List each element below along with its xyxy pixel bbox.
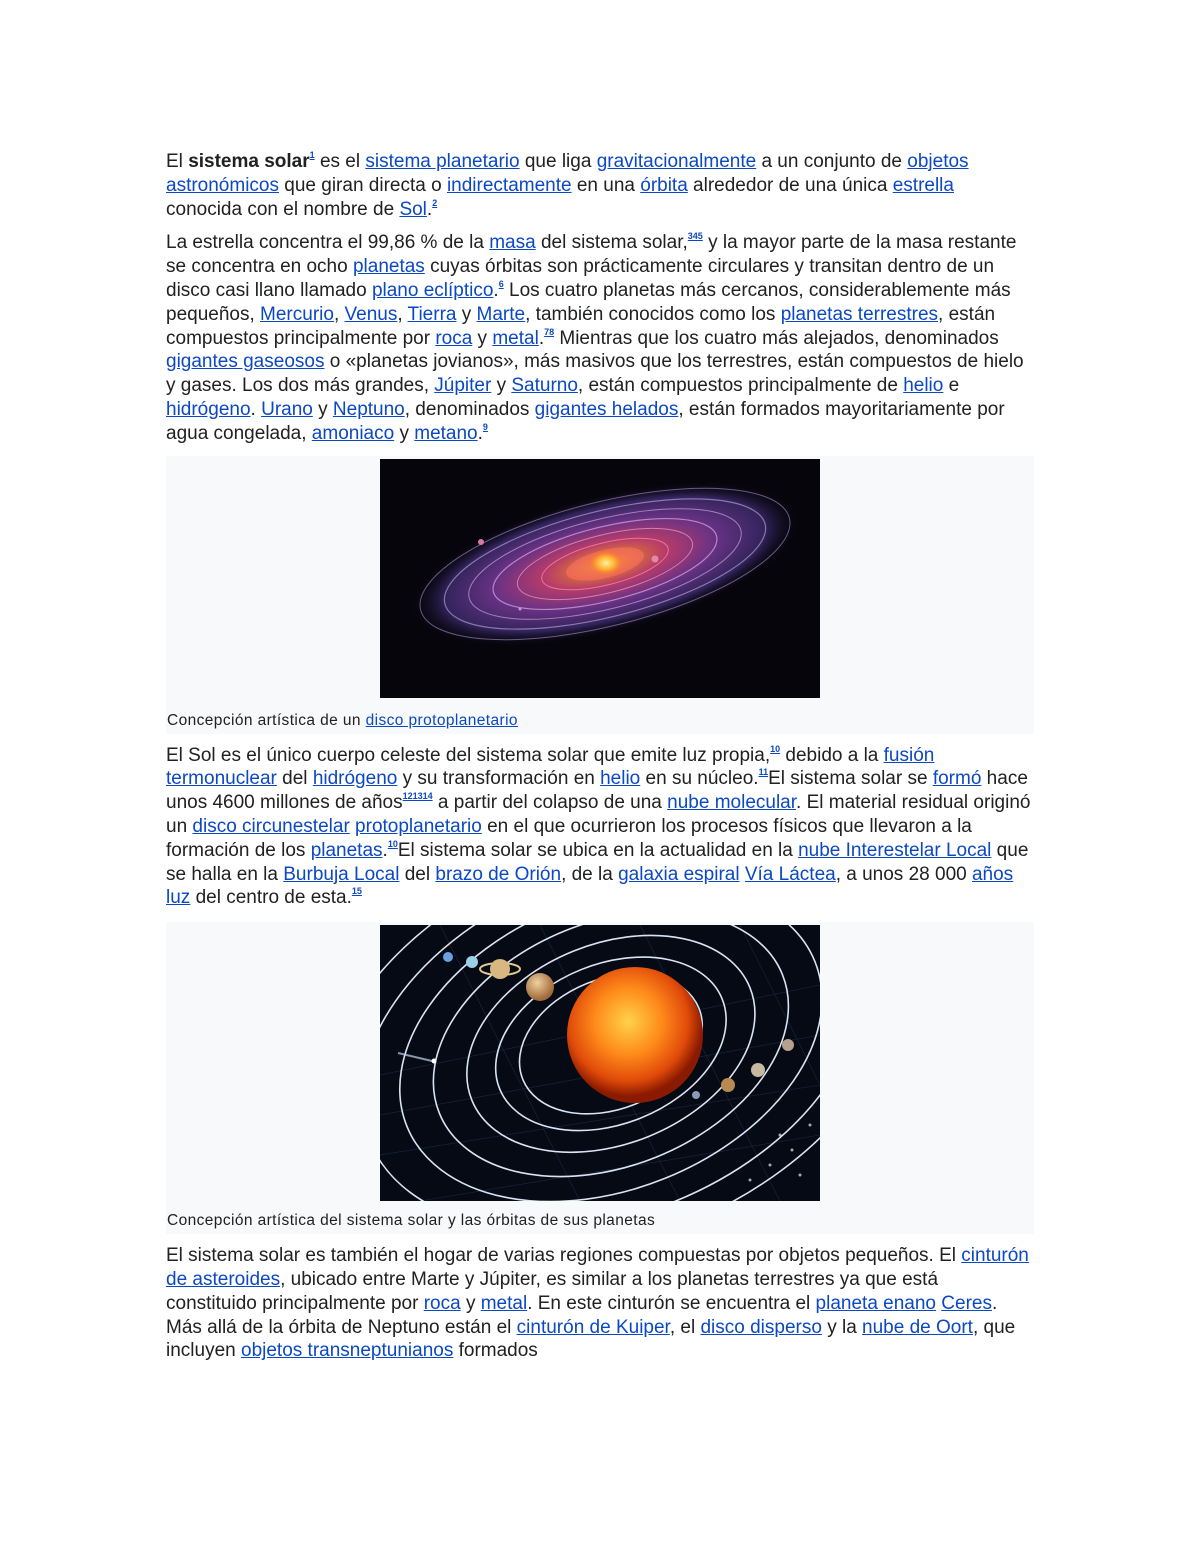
text: es el xyxy=(314,151,366,172)
link-cinturon-de-asteroides[interactable]: cinturón de asteroides xyxy=(166,1245,1029,1290)
reference-sup[interactable] xyxy=(483,422,488,432)
reference-sup[interactable] xyxy=(759,767,769,777)
link-masa[interactable]: masa xyxy=(489,232,536,254)
paragraph-intro xyxy=(166,150,1034,221)
link-metal[interactable]: metal xyxy=(492,327,539,349)
text: , están compuestos principalmente de xyxy=(577,375,904,397)
link-tierra[interactable]: Tierra xyxy=(407,303,457,325)
link-metal[interactable]: metal xyxy=(480,1292,528,1314)
text: en una xyxy=(571,174,641,196)
text: o «planetas jovianos», más masivos que los terrestres, están compuestos de hielo y gases. Los dos más grandes, xyxy=(166,351,1024,397)
text: . xyxy=(250,398,262,420)
link-planeta-enano[interactable]: planeta enano xyxy=(815,1292,936,1314)
text: y su transformación en xyxy=(397,768,601,790)
link-sistema-planetario[interactable]: sistema planetario xyxy=(365,151,520,172)
text: y xyxy=(312,398,333,420)
link-venus[interactable]: Venus xyxy=(344,303,398,325)
reference-sup[interactable] xyxy=(352,886,362,896)
text: y la mayor parte de la masa restante se concentra en ocho xyxy=(166,232,1017,278)
disc-illustration xyxy=(380,459,820,698)
ref-link[interactable]: 10 xyxy=(387,838,398,849)
text: . xyxy=(493,279,499,301)
solar-system-illustration xyxy=(380,925,820,1201)
text: . xyxy=(538,327,545,349)
text: debido a la xyxy=(780,744,884,766)
text: , de la xyxy=(561,863,619,885)
text: Mientras que los cuatro más alejados, denominados xyxy=(554,327,999,349)
text: que giran directa o xyxy=(279,174,447,196)
text: alrededor de una única xyxy=(687,174,893,196)
reference-sup[interactable] xyxy=(770,744,780,754)
link-brazo-de-orion[interactable]: brazo de Orión xyxy=(435,863,562,885)
solar-system-image[interactable] xyxy=(380,925,820,1201)
link-helio[interactable]: helio xyxy=(903,375,944,397)
text: e xyxy=(943,375,960,397)
link-jupiter[interactable]: Júpiter xyxy=(434,375,492,397)
text: . xyxy=(477,422,483,444)
text: , también conocidos como los xyxy=(525,303,781,325)
link-nube-interestelar-local[interactable]: nube Interestelar Local xyxy=(798,839,992,861)
text: , xyxy=(397,303,408,325)
text: del sistema solar, xyxy=(535,232,688,254)
link-orbita[interactable]: órbita xyxy=(640,174,688,196)
link-burbuja-local[interactable]: Burbuja Local xyxy=(283,863,400,885)
text: cuyas órbitas son prácticamente circulares y transitan dentro de un disco casi llano llamado xyxy=(166,256,995,301)
figure-caption xyxy=(167,712,518,730)
link-hidrogeno[interactable]: hidrógeno xyxy=(166,398,251,420)
link-hidrogeno[interactable]: hidrógeno xyxy=(312,768,398,790)
link-amoniaco[interactable]: amoniaco xyxy=(311,422,395,444)
text: y xyxy=(491,375,512,397)
text: , ubicado entre Marte y Júpiter, es similar a los planetas terrestres ya que está constituido principalmente por xyxy=(166,1268,939,1314)
text: en su núcleo. xyxy=(640,768,759,790)
link-via-lactea[interactable]: Vía Láctea xyxy=(744,863,836,885)
link-planetas-terrestres[interactable]: planetas terrestres xyxy=(780,303,939,325)
text: del centro de esta. xyxy=(190,887,352,909)
link-helio[interactable]: helio xyxy=(600,768,641,790)
text: , xyxy=(333,303,345,325)
text: El xyxy=(166,151,189,172)
link-gigantes-gaseosos[interactable]: gigantes gaseosos xyxy=(166,351,325,373)
text: del xyxy=(276,768,313,790)
ref-link[interactable]: 6 xyxy=(498,278,504,289)
link-gravitacionalmente[interactable]: gravitacionalmente xyxy=(596,151,757,172)
link-disco-protoplanetario[interactable]: disco protoplanetario xyxy=(365,711,518,729)
text: hace unos 4600 millones de años xyxy=(166,768,1028,814)
link-mercurio[interactable]: Mercurio xyxy=(260,303,334,325)
ref-link[interactable]: 11 xyxy=(758,767,769,778)
reference-sup[interactable] xyxy=(688,231,703,241)
link-indirectamente[interactable]: indirectamente xyxy=(446,174,572,196)
link-disco-disperso[interactable]: disco disperso xyxy=(700,1316,822,1338)
caption-text: Concepción artística de un xyxy=(167,711,366,729)
text: a partir del colapso de una xyxy=(432,792,668,814)
paragraph-sun xyxy=(166,744,1034,911)
link-disco-circunestelar[interactable]: disco circunestelar xyxy=(192,815,350,837)
link-protoplanetario[interactable]: protoplanetario xyxy=(355,815,482,837)
text: La estrella concentra el 99,86 % de la xyxy=(166,232,490,254)
text: y la xyxy=(821,1316,863,1338)
figure-caption: Concepción artística del sistema solar y las órbitas de sus planetas xyxy=(167,1212,656,1230)
link-formo[interactable]: formó xyxy=(932,768,982,790)
text: y xyxy=(460,1292,481,1314)
text: que liga xyxy=(519,151,597,172)
link-planetas[interactable]: planetas xyxy=(310,839,383,861)
link-anos-luz[interactable]: años luz xyxy=(166,863,1014,909)
text: . El material residual originó un xyxy=(166,792,1031,837)
figure-solar-system xyxy=(166,922,1034,1234)
link-metano[interactable]: metano xyxy=(414,422,478,444)
link-marte[interactable]: Marte xyxy=(476,303,526,325)
text: , denominados xyxy=(404,398,535,420)
text: , a unos 28 000 xyxy=(835,863,972,885)
link-sol[interactable]: Sol xyxy=(399,198,427,220)
text: . En este cinturón se encuentra el xyxy=(527,1292,816,1314)
text: El sistema solar se xyxy=(768,768,933,790)
text: . xyxy=(426,198,433,220)
ref-link[interactable]: 1 xyxy=(309,150,315,160)
text: que se halla en la xyxy=(166,839,1029,885)
text: . Más allá de la órbita de Neptuno están el xyxy=(166,1292,998,1338)
link-plano-ecliptico[interactable]: plano eclíptico xyxy=(371,279,494,301)
text: El sistema solar se ubica en la actualidad en la xyxy=(397,839,799,861)
link-nube-de-oort[interactable]: nube de Oort xyxy=(862,1316,973,1338)
text: , que incluyen xyxy=(166,1316,1016,1362)
bold-term: sistema solar xyxy=(188,151,310,172)
link-gigantes-helados[interactable]: gigantes helados xyxy=(534,398,679,420)
link-neptuno[interactable]: Neptuno xyxy=(332,398,405,420)
ref-link[interactable]: 78 xyxy=(544,326,555,337)
reference-sup[interactable] xyxy=(388,839,398,849)
text: en el que ocurrieron los procesos físicos que llevaron a la formación de los xyxy=(166,815,972,861)
link-cinturon-de-kuiper[interactable]: cinturón de Kuiper xyxy=(516,1316,670,1338)
ref-link[interactable]: 9 xyxy=(482,421,488,432)
reference-sup[interactable] xyxy=(544,327,554,337)
text: El Sol es el único cuerpo celeste del sistema solar que emite luz propia, xyxy=(166,744,771,766)
link-objetos-astronomicos[interactable]: objetos astronómicos xyxy=(166,151,969,196)
link-urano[interactable]: Urano xyxy=(261,398,313,420)
text: formados xyxy=(453,1340,538,1362)
text: , el xyxy=(669,1316,701,1338)
ref-link[interactable]: 121314 xyxy=(402,791,433,802)
link-nube-molecular[interactable]: nube molecular xyxy=(667,792,797,814)
link-estrella[interactable]: estrella xyxy=(892,174,954,196)
paragraph-small-bodies xyxy=(166,1244,1034,1363)
link-saturno[interactable]: Saturno xyxy=(511,375,578,397)
link-galaxia-espiral[interactable]: galaxia espiral xyxy=(618,863,740,885)
text: . xyxy=(382,839,388,861)
text: conocida con el nombre de xyxy=(166,198,400,220)
text: del xyxy=(399,863,436,885)
link-ceres[interactable]: Ceres xyxy=(941,1292,992,1314)
link-roca[interactable]: roca xyxy=(423,1292,461,1314)
text: y xyxy=(394,422,415,444)
text: a un conjunto de xyxy=(756,151,908,172)
ref-link[interactable]: 345 xyxy=(687,231,703,242)
link-roca[interactable]: roca xyxy=(435,327,473,349)
text: Los cuatro planetas más cercanos, considerablemente más pequeños, xyxy=(166,279,1011,325)
text: y xyxy=(456,303,477,325)
text: y xyxy=(472,327,493,349)
link-objetos-transneptunianos[interactable]: objetos transneptunianos xyxy=(241,1340,454,1362)
ref-link[interactable]: 15 xyxy=(351,886,362,897)
ref-link[interactable]: 2 xyxy=(432,197,438,208)
reference-sup[interactable] xyxy=(403,791,433,801)
paragraph-composition xyxy=(166,231,1034,445)
text: , están formados mayoritariamente por agua congelada, xyxy=(166,398,1005,444)
protoplanetary-disc-image[interactable] xyxy=(380,459,820,698)
figure-protoplanetary-disc xyxy=(166,456,1034,734)
reference-sup[interactable] xyxy=(432,198,437,208)
link-fusion-termonuclear[interactable]: fusión termonuclear xyxy=(166,744,935,790)
text: , están compuestos principalmente por xyxy=(166,303,996,349)
link-planetas[interactable]: planetas xyxy=(352,256,425,278)
text: El sistema solar es también el hogar de varias regiones compuestas por objetos pequeños. El xyxy=(166,1245,962,1267)
ref-link[interactable]: 10 xyxy=(770,743,781,754)
document-page xyxy=(166,150,1034,1373)
